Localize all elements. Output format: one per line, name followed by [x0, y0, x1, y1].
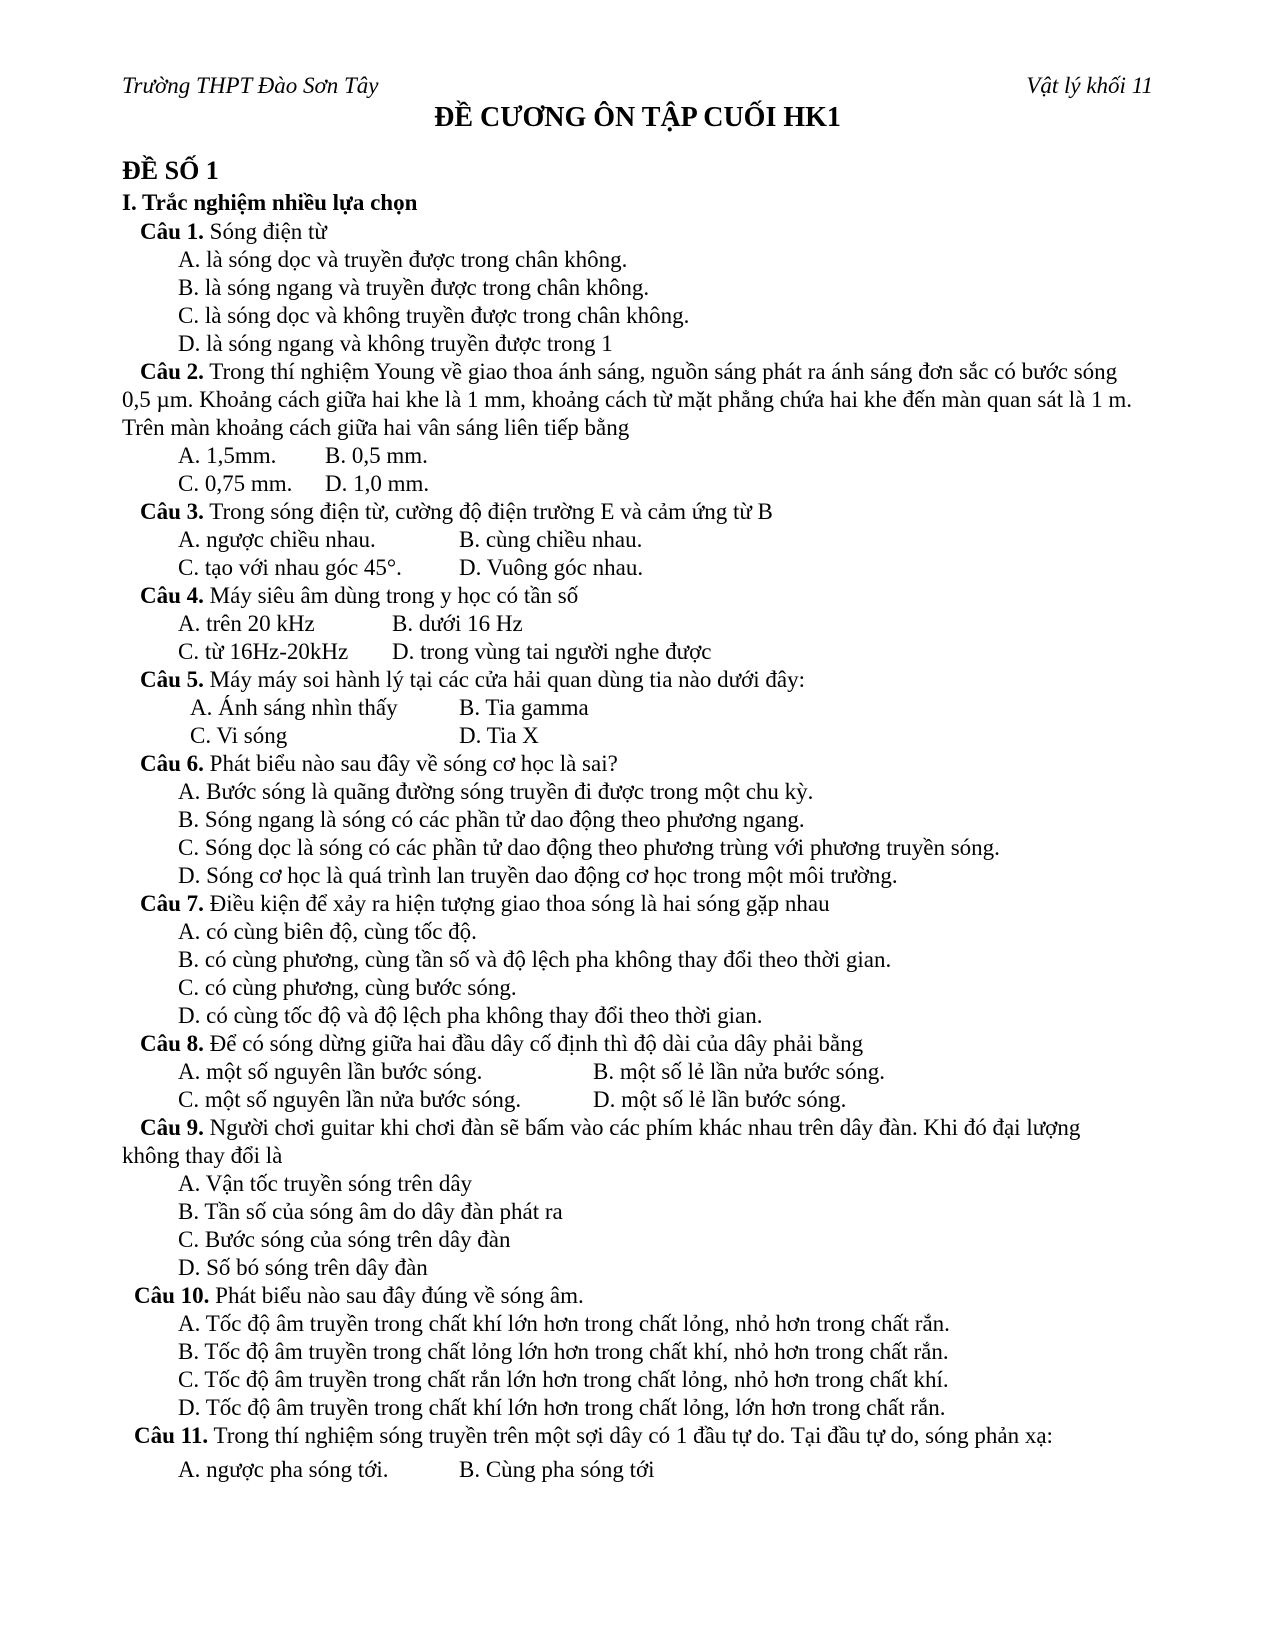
- option-d: D. Vuông góc nhau.: [459, 555, 644, 580]
- section-title: I. Trắc nghiệm nhiều lựa chọn: [122, 190, 418, 215]
- question-number: Câu 2.: [140, 359, 204, 384]
- option-a: A. có cùng biên độ, cùng tốc độ.: [178, 919, 477, 944]
- option-d: D. Số bó sóng trên dây đàn: [178, 1255, 428, 1280]
- question-number: Câu 11.: [134, 1423, 209, 1448]
- option-b: B. Sóng ngang là sóng có các phần tử dao động theo phương ngang.: [178, 807, 805, 832]
- option-b: B. có cùng phương, cùng tần số và độ lệch pha không thay đổi theo thời gian.: [178, 947, 892, 972]
- option-d: D. Tốc độ âm truyền trong chất khí lớn hơn trong chất lỏng, lớn hơn trong chất rắn.: [178, 1395, 946, 1420]
- option-d: D. một số lẻ lần bước sóng.: [593, 1087, 847, 1112]
- question-text: Để có sóng dừng giữa hai đầu dây cố định thì độ dài của dây phải bằng: [209, 1031, 864, 1056]
- option-a: A. một số nguyên lần bước sóng.: [178, 1059, 483, 1084]
- question-number: Câu 8.: [140, 1031, 204, 1056]
- question-text: Điều kiện để xảy ra hiện tượng giao thoa sóng là hai sóng gặp nhau: [209, 891, 830, 916]
- option-c: C. Sóng dọc là sóng có các phần tử dao động theo phương trùng với phương truyền sóng.: [178, 835, 1000, 860]
- question-10: [134, 1282, 1142, 1310]
- question-text: Người chơi guitar khi chơi đàn sẽ bấm vào các phím khác nhau trên dây đàn. Khi đó đại lượng không thay đổi là: [122, 1115, 1081, 1168]
- options-1: [178, 246, 1142, 358]
- option-c: C. có cùng phương, cùng bước sóng.: [178, 975, 517, 1000]
- option-c: C. là sóng dọc và không truyền được trong chân không.: [178, 303, 690, 328]
- question-text: Máy siêu âm dùng trong y học có tần số: [209, 583, 579, 608]
- option-d: D. là sóng ngang và không truyền được trong 1: [178, 331, 613, 356]
- question-3: [140, 498, 1142, 526]
- option-d: D. Sóng cơ học là quá trình lan truyền dao động cơ học trong một môi trường.: [178, 863, 898, 888]
- option-d: D. có cùng tốc độ và độ lệch pha không thay đổi theo thời gian.: [178, 1003, 763, 1028]
- question-number: Câu 4.: [140, 583, 204, 608]
- options-4: [178, 610, 1142, 666]
- options-8: [178, 1058, 1142, 1114]
- option-a: A. Vận tốc truyền sóng trên dây: [178, 1171, 473, 1196]
- option-b: B. 0,5 mm.: [325, 443, 428, 468]
- question-number: Câu 3.: [140, 499, 204, 524]
- option-a: A. trên 20 kHz: [178, 611, 315, 636]
- question-text: Phát biểu nào sau đây đúng về sóng âm.: [215, 1283, 584, 1308]
- option-c: C. 0,75 mm.: [178, 471, 293, 496]
- option-a: A. Bước sóng là quãng đường sóng truyền đi được trong một chu kỳ.: [178, 779, 814, 804]
- question-2: [122, 358, 1142, 442]
- option-c: C. tạo với nhau góc 45°.: [178, 555, 402, 580]
- options-9: [178, 1170, 1142, 1282]
- question-5: [140, 666, 1142, 694]
- options-6: [178, 778, 1142, 890]
- question-9: [122, 1114, 1142, 1170]
- question-1: [140, 218, 1142, 246]
- option-a: A. ngược pha sóng tới.: [178, 1457, 389, 1482]
- question-number: Câu 7.: [140, 891, 204, 916]
- question-text: Máy máy soi hành lý tại các cửa hải quan dùng tia nào dưới đây:: [209, 667, 805, 692]
- options-11: [178, 1456, 1142, 1484]
- option-a: A. 1,5mm.: [178, 443, 277, 468]
- question-6: [140, 750, 1142, 778]
- question-number: Câu 10.: [134, 1283, 210, 1308]
- options-2: [178, 442, 1142, 498]
- school-name: Trường THPT Đào Sơn Tây: [122, 73, 379, 98]
- option-c: C. Bước sóng của sóng trên dây đàn: [178, 1227, 511, 1252]
- question-4: [140, 582, 1142, 610]
- option-a: A. ngược chiều nhau.: [178, 527, 376, 552]
- option-b: B. Tốc độ âm truyền trong chất lỏng lớn hơn trong chất khí, nhỏ hơn trong chất rắn.: [178, 1339, 949, 1364]
- option-b: B. là sóng ngang và truyền được trong chân không.: [178, 275, 650, 300]
- question-number: Câu 9.: [140, 1115, 204, 1140]
- question-number: Câu 5.: [140, 667, 204, 692]
- question-7: [140, 890, 1142, 918]
- option-a: A. là sóng dọc và truyền được trong chân không.: [178, 247, 628, 272]
- option-a: A. Tốc độ âm truyền trong chất khí lớn hơn trong chất lỏng, nhỏ hơn trong chất rắn.: [178, 1311, 950, 1336]
- option-d: D. 1,0 mm.: [325, 471, 430, 496]
- option-c: C. một số nguyên lần nửa bước sóng.: [178, 1087, 522, 1112]
- question-text: Trong thí nghiệm sóng truyền trên một sợi dây có 1 đầu tự do. Tại đầu tự do, sóng phản xạ:: [213, 1423, 1053, 1448]
- option-c: C. từ 16Hz-20kHz: [178, 639, 349, 664]
- option-b: B. một số lẻ lần nửa bước sóng.: [593, 1059, 885, 1084]
- question-text: Trong sóng điện từ, cường độ điện trường E và cảm ứng từ B: [209, 499, 773, 524]
- option-d: D. trong vùng tai người nghe được: [392, 639, 712, 664]
- question-text: Sóng điện từ: [209, 219, 327, 244]
- options-7: [178, 918, 1142, 1030]
- option-d: D. Tia X: [459, 723, 539, 748]
- exam-set-title: ĐỀ SỐ 1: [122, 156, 219, 185]
- question-8: [140, 1030, 1142, 1058]
- option-c: C. Vi sóng: [190, 723, 288, 748]
- option-b: B. cùng chiều nhau.: [459, 527, 643, 552]
- option-b: B. Tần số của sóng âm do dây đàn phát ra: [178, 1199, 563, 1224]
- options-5: [190, 694, 1142, 750]
- document-body: [122, 154, 1142, 1484]
- options-10: [178, 1310, 1142, 1422]
- option-b: B. dưới 16 Hz: [392, 611, 523, 636]
- option-b: B. Cùng pha sóng tới: [459, 1457, 655, 1482]
- option-c: C. Tốc độ âm truyền trong chất rắn lớn hơn trong chất lỏng, nhỏ hơn trong chất khí.: [178, 1367, 949, 1392]
- question-number: Câu 6.: [140, 751, 204, 776]
- document-title: ĐỀ CƯƠNG ÔN TẬP CUỐI HK1: [434, 102, 841, 133]
- option-a: A. Ánh sáng nhìn thấy: [190, 695, 398, 720]
- option-b: B. Tia gamma: [459, 695, 589, 720]
- options-3: [178, 526, 1142, 582]
- question-text: Phát biểu nào sau đây về sóng cơ học là sai?: [209, 751, 618, 776]
- subject-grade: Vật lý khối 11: [1026, 73, 1153, 98]
- question-text: Trong thí nghiệm Young về giao thoa ánh sáng, nguồn sáng phát ra ánh sáng đơn sắc có bước sóng 0,5 µm. Khoảng cách giữa hai khe là 1 mm, khoảng cách từ mặt phẳng chứa hai khe đến màn quan sát là 1 m. Trên màn khoảng cách giữa hai vân sáng liên tiếp bằng: [122, 359, 1132, 440]
- question-11: [122, 1422, 1142, 1450]
- question-number: Câu 1.: [140, 219, 204, 244]
